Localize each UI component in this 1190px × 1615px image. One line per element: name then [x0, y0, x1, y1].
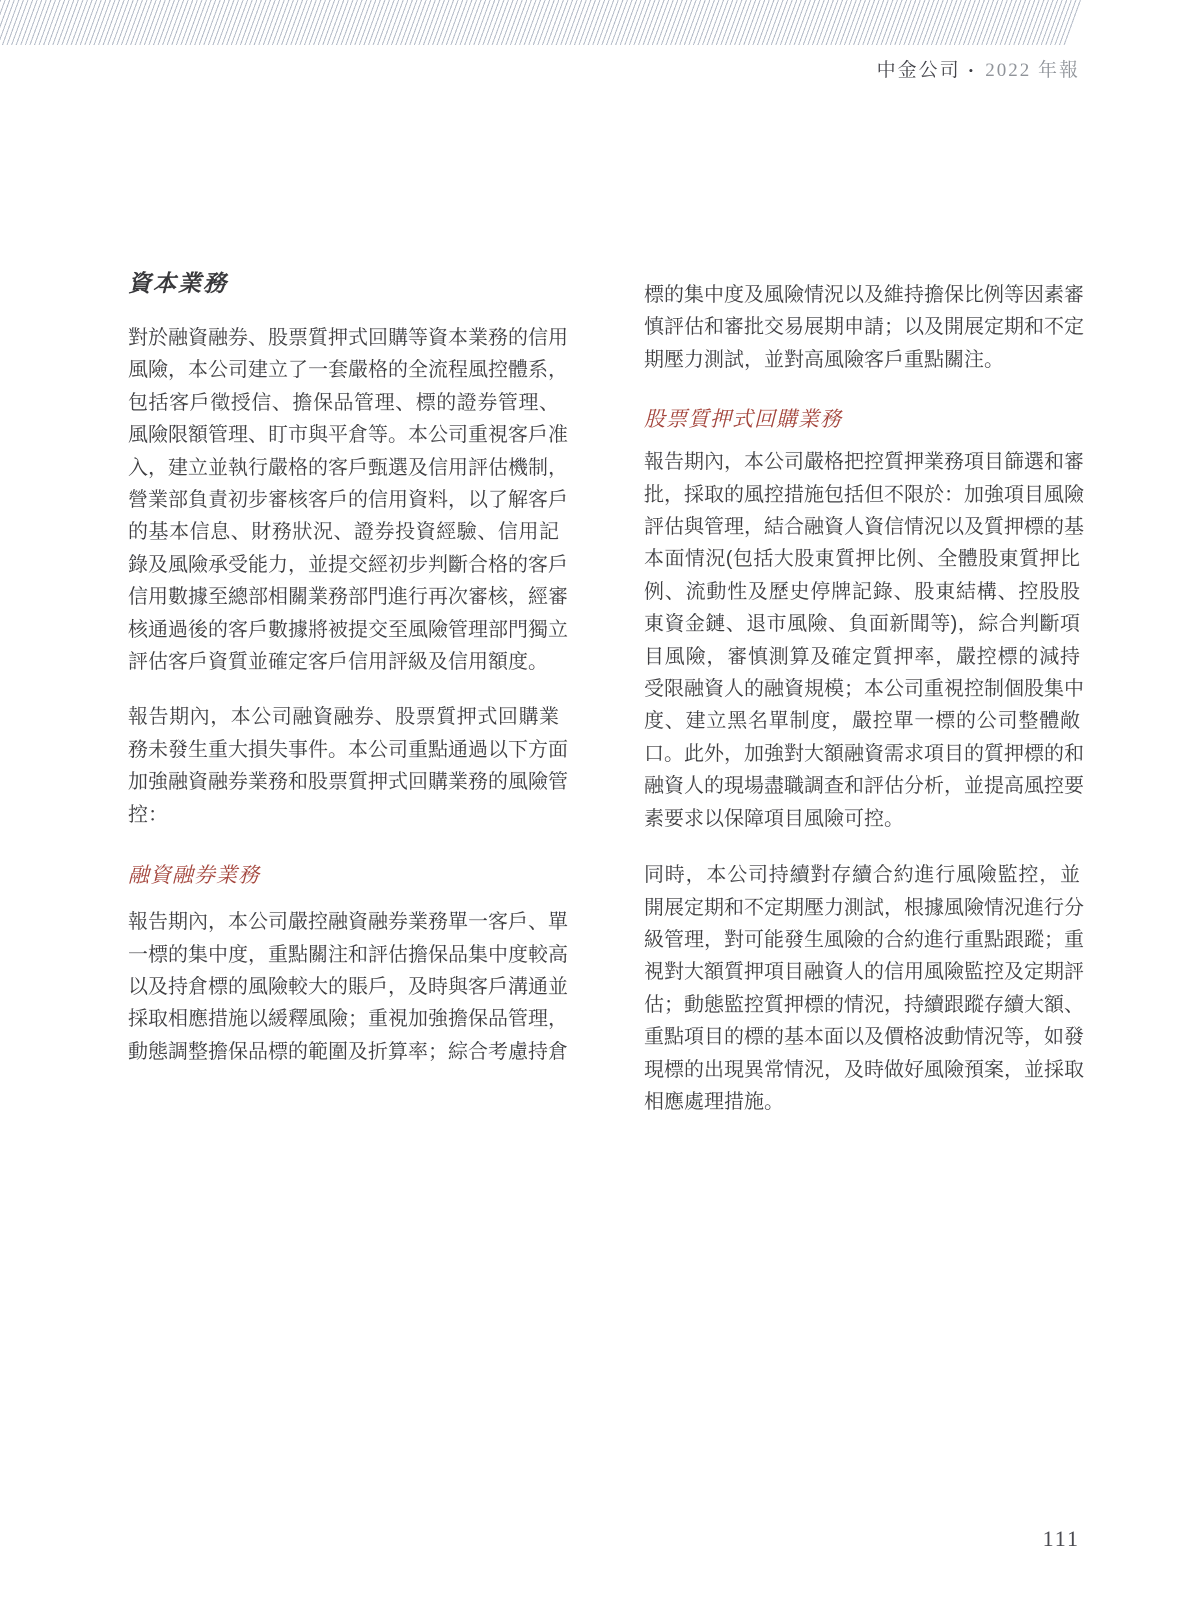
subheading-margin-financing-business: 融資融券業務 — [128, 863, 260, 888]
paragraph-pledge-screening-controls: 報告期內，本公司嚴格把控質押業務項目篩選和審 批，採取的風控措施包括但不限於：加強項目風險 評估與管理，結合融資人資信情況以及質押標的基 本面情況(包括大股東質押比例、全體股東質押比 例、流動性及歷史停牌記錄、股東結構、控股股 東資金鏈、退市風險、負面新聞等)，綜合判斷項 目風險，審慎測算及確定質押率，嚴控標的減持 受限融資人的融資規模；本公司重視控制個股集中 度、建立黑名單制度，嚴控單一標的公司整體敞 口。此外，加強對大額融資需求項目的質押標的和 融資人的現場盡職調查和評估分析，並提高風控要 素要求以保障項目風險可控。 — [644, 451, 1084, 830]
decorative-hatch-band — [0, 0, 1083, 45]
company-name: 中金公司 — [876, 60, 961, 81]
section-heading-capital-business: 資本業務 — [128, 271, 228, 296]
paragraph-margin-financing-controls-continued: 標的集中度及風險情況以及維持擔保比例等因素審 慎評估和審批交易展期申請；以及開展定期和不定 期壓力測試，並對高風險客戶重點關注。 — [644, 284, 1084, 371]
report-edition: 2022 年報 — [985, 60, 1080, 81]
paragraph-credit-risk-system: 對於融資融券、股票質押式回購等資本業務的信用 風險，本公司建立了一套嚴格的全流程風控體系， 包括客戶徵授信、擔保品管理、標的證券管理、 風險限額管理、盯市與平倉等。本公司重視客戶准 入，建立並執行嚴格的客戶甄選及信用評估機制， 營業部負責初步審核客戶的信用資料，以了解客戶 的基本信息、財務狀況、證券投資經驗、信用記 錄及風險承受能力，並提交經初步判斷合格的客戶 信用數據至總部相關業務部門進行再次審核，經審 核通過後的客戶數據將被提交至風險管理部門獨立 評估客戶資質並確定客戶信用評級及信用額度。 — [128, 327, 568, 674]
subheading-stock-pledge-repo-business: 股票質押式回購業務 — [644, 407, 842, 432]
paragraph-ongoing-contract-monitoring: 同時，本公司持續對存續合約進行風險監控，並 開展定期和不定期壓力測試，根據風險情況進行分 級管理，對可能發生風險的合約進行重點跟蹤；重 視對大額質押項目融資人的信用風險監控及定期評 估；動態監控質押標的情況，持續跟蹤存續大額、 重點項目的標的基本面以及價格波動情況等，如發 現標的出現異常情況，及時做好風險預案，並採取 相應處理措施。 — [644, 864, 1084, 1113]
bullet-separator: • — [968, 63, 976, 78]
paragraph-margin-financing-controls: 報告期內，本公司嚴控融資融券業務單一客戶、單 一標的集中度，重點關注和評估擔保品集中度較高 以及持倉標的風險較大的賬戶，及時與客戶溝通並 採取相應措施以緩釋風險；重視加強擔保品管理， 動態調整擔保品標的範圍及折算率；綜合考慮持倉 — [128, 911, 568, 1063]
left-column — [128, 270, 568, 1068]
running-header — [877, 59, 1080, 83]
page-number: 111 — [1042, 1526, 1080, 1551]
paragraph-reporting-period-overview: 報告期內，本公司融資融券、股票質押式回購業 務未發生重大損失事件。本公司重點通過以下方面 加強融資融券業務和股票質押式回購業務的風險管 控： — [128, 706, 568, 826]
right-column — [644, 279, 1084, 1118]
